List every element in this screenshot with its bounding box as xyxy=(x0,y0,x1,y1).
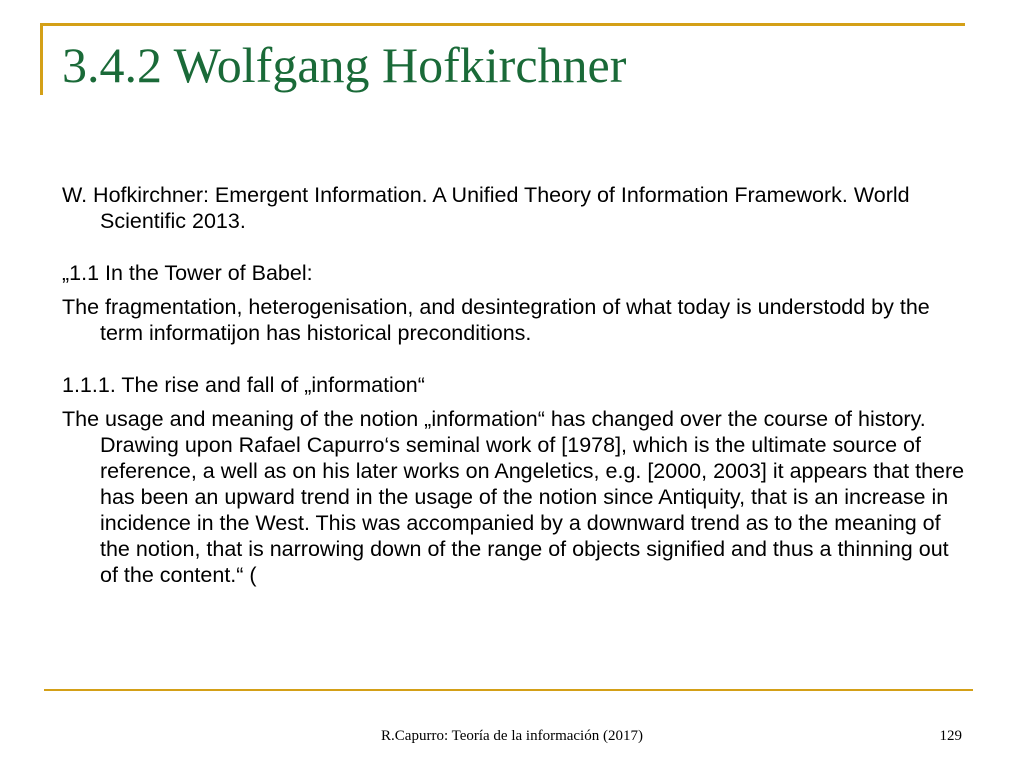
book-reference: W. Hofkirchner: Emergent Information. A Unified Theory of Information Framework. World Scientific 2013. xyxy=(62,183,910,233)
section-heading-tower-of-babel: „1.1 In the Tower of Babel: xyxy=(62,261,313,285)
page-number: 129 xyxy=(939,728,962,744)
usage-and-meaning-paragraph: The usage and meaning of the notion „information“ has changed over the course of history. Drawing upon Rafael Capurro‘s seminal work of [1978], which is the ultimate source of reference, a well as on his later works on Angeletics, e.g. [2000, 2003] it appears that there has been an upward trend in the usage of the notion since Antiquity, that is an increase in incidence in the West. This was accompanied by a downward trend as to the meaning of the notion, that is narrowing down of the range of objects signified and thus a thinning out of the content.“ ( xyxy=(62,407,965,587)
section-heading-rise-and-fall: 1.1.1. The rise and fall of „information“ xyxy=(62,373,425,397)
bottom-accent-line xyxy=(44,689,973,691)
left-accent-line xyxy=(40,23,43,95)
slide-title: 3.4.2 Wolfgang Hofkirchner xyxy=(62,37,627,93)
fragmentation-paragraph: The fragmentation, heterogenisation, and desintegration of what today is understodd by the term informatijon has historical preconditions. xyxy=(62,295,930,345)
footer-citation: R.Capurro: Teoría de la información (2017) xyxy=(381,728,643,744)
top-accent-line xyxy=(40,23,965,26)
slide-body xyxy=(62,182,967,588)
